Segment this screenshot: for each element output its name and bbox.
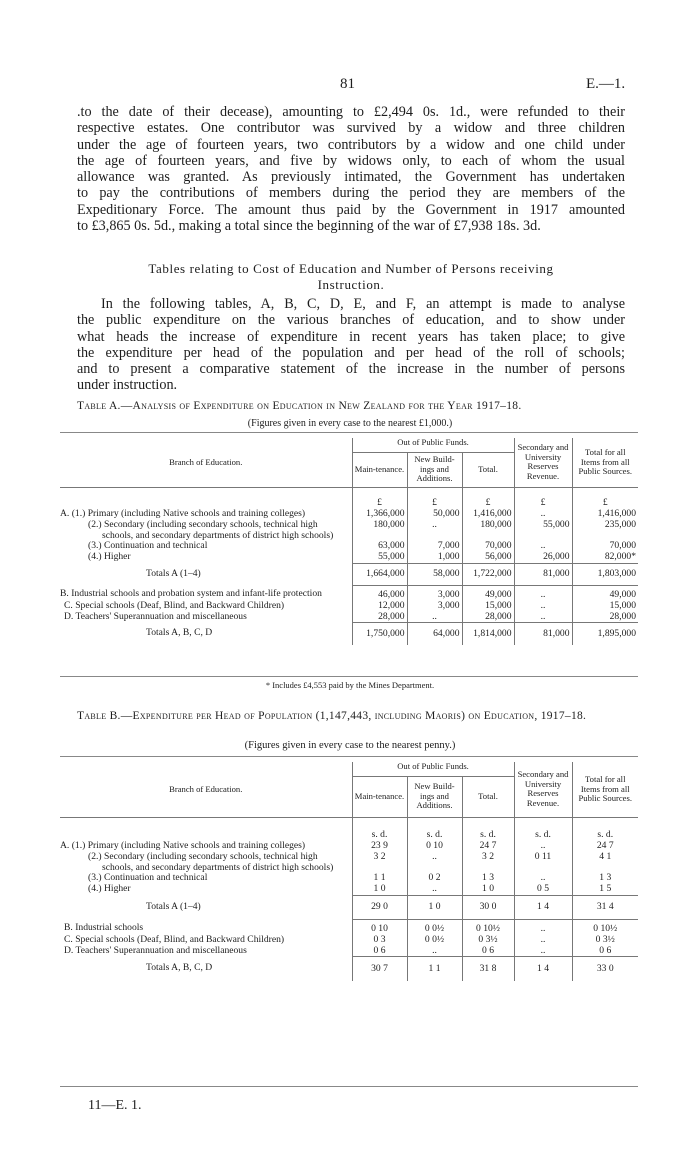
cell-new-buildings: 0 2 [407,873,462,884]
cell-secondary: .. [514,585,572,600]
cell-maintenance: 55,000 [352,552,407,563]
intro-paragraph [77,104,625,234]
unit-spacer [60,817,352,841]
table-b-bottom-rule [60,1086,638,1087]
cell-total: 1,416,000 [462,509,514,520]
cell-new-buildings: .. [407,946,462,957]
col-total-all: Total for all Items from all Public Sources. [572,762,638,817]
unit-label: £ [514,487,572,509]
unit-label: £ [462,487,514,509]
row-label: (3.) Continuation and technical [88,872,208,884]
col-new-buildings: New Build-ings and Additions. [407,776,462,817]
cell-total-all: 1,803,000 [572,563,638,585]
cell-maintenance: 23 9 [352,841,407,852]
totals-row [60,957,638,981]
cell-total-all: 24 7 [572,841,638,852]
table-row [60,552,638,563]
cell-maintenance: 1 0 [352,884,407,895]
row-label: B. Industrial schools and probation system and infant-life protection [60,588,322,600]
cell-total: 31 8 [462,957,514,981]
cell-maintenance: 1,664,000 [352,563,407,585]
cell-maintenance: 12,000 [352,601,407,612]
cell-new-buildings: 1 1 [407,957,462,981]
cell-new-buildings: 0 10 [407,841,462,852]
cell-new-buildings: 7,000 [407,541,462,552]
cell-secondary: 1 4 [514,895,572,919]
tables-intro-paragraph [77,296,625,394]
cell-total-all: 0 10½ [572,919,638,934]
page-footer-signature: 11—E. 1. [88,1098,142,1113]
cell-maintenance: 0 10 [352,919,407,934]
paragraph-line: allowance was granted. As previously intimated, the Government has undertaken [77,169,625,186]
cell-secondary: .. [514,841,572,852]
paragraph-line: what heads the increase of expenditure in recent years has taken place; to give [77,328,625,345]
cell-total-all: 1,895,000 [572,623,638,645]
cell-secondary: .. [514,946,572,957]
table-row [60,884,638,895]
cell-secondary: 81,000 [514,623,572,645]
cell-total: 1 3 [462,873,514,884]
document-reference: E.—1. [586,76,626,92]
cell-total: 1,814,000 [462,623,514,645]
totals-row [60,895,638,919]
cell-total: 0 10½ [462,919,514,934]
cell-total: 49,000 [462,585,514,600]
row-label: (4.) Higher [88,883,131,895]
cell-secondary: .. [514,612,572,623]
row-label: C. Special schools (Deaf, Blind, and Backward Children) [64,599,285,611]
cell-total-all: 1 5 [572,884,638,895]
cell-new-buildings: 50,000 [407,509,462,520]
totals-row [60,623,638,645]
cell-total-all: 33 0 [572,957,638,981]
unit-spacer [60,487,352,509]
cell-maintenance: 1,750,000 [352,623,407,645]
section-heading-line-2: Instruction. [317,277,385,292]
col-total: Total. [462,452,514,487]
col-public-funds: Out of Public Funds. [352,438,514,452]
unit-label: £ [572,487,638,509]
totals-row [60,563,638,585]
cell-new-buildings: 3,000 [407,601,462,612]
paragraph-line: In the following tables, A, B, C, D, E, and F, an attempt is made to analyse [101,296,625,312]
table-b [60,762,638,981]
table-row [60,520,638,542]
table-row [60,919,638,934]
table-row [60,612,638,623]
paragraph-line: the expenditure per head of the population and per head of the roll of schools; [77,344,625,361]
cell-total: 1 0 [462,884,514,895]
cell-total-all: 15,000 [572,601,638,612]
row-label: A. (1.) Primary (including Native schools and training colleges) [60,840,306,851]
page-number: 81 [340,76,355,92]
col-maintenance: Main-tenance. [352,776,407,817]
cell-new-buildings: 0 0½ [407,919,462,934]
table-b-title: Table B.—Expenditure per Head of Population (1,147,443, including Maoris) on Education, 1917–18. [77,710,587,722]
cell-secondary: .. [514,601,572,612]
cell-secondary: 0 5 [514,884,572,895]
cell-total-all: 70,000 [572,541,638,552]
col-secondary: Secondary and University Reserves Revenue. [514,762,572,817]
cell-total-all: 28,000 [572,612,638,623]
cell-new-buildings: .. [407,520,462,542]
cell-total-all: 1,416,000 [572,509,638,520]
cell-new-buildings: 64,000 [407,623,462,645]
paragraph-line: the age of fourteen years, and five by widows only, to each of whom the usual [77,152,625,169]
table-a-top-rule [60,432,638,433]
cell-maintenance: 29 0 [352,895,407,919]
col-total: Total. [462,776,514,817]
row-label: Totals A (1–4) [146,568,201,580]
cell-secondary: .. [514,509,572,520]
table-a-title: Table A.—Analysis of Expenditure on Education in New Zealand for the Year 1917–18. [77,400,522,412]
row-label: (4.) Higher [88,551,131,563]
cell-secondary: 81,000 [514,563,572,585]
table-a-subtitle: (Figures given in every case to the nearest £1,000.) [247,418,453,429]
cell-maintenance: 63,000 [352,541,407,552]
table-row [60,601,638,612]
cell-maintenance: 30 7 [352,957,407,981]
cell-maintenance: 46,000 [352,585,407,600]
cell-maintenance: 3 2 [352,852,407,874]
cell-total: 70,000 [462,541,514,552]
cell-total-all: 235,000 [572,520,638,542]
row-label: (3.) Continuation and technical [88,540,208,552]
table-a-bottom-rule [60,676,638,677]
cell-new-buildings: .. [407,612,462,623]
table-row [60,873,638,884]
cell-secondary: 0 11 [514,852,572,874]
cell-secondary: .. [514,935,572,946]
cell-total-all: 0 3½ [572,935,638,946]
cell-total: 3 2 [462,852,514,874]
cell-new-buildings: 1 0 [407,895,462,919]
unit-label: s. d. [462,817,514,841]
cell-total: 15,000 [462,601,514,612]
col-total-all: Total for all Items from all Public Sources. [572,438,638,487]
table-b-top-rule [60,756,638,757]
cell-secondary: .. [514,873,572,884]
cell-maintenance: 28,000 [352,612,407,623]
cell-secondary: 1 4 [514,957,572,981]
table-row [60,585,638,600]
col-branch: Branch of Education. [60,762,352,817]
cell-total: 24 7 [462,841,514,852]
col-new-buildings: New Build-ings and Additions. [407,452,462,487]
cell-secondary: .. [514,541,572,552]
row-label: D. Teachers' Superannuation and miscellaneous [64,944,247,956]
unit-label: £ [407,487,462,509]
col-branch: Branch of Education. [60,438,352,487]
row-label: (2.) Secondary (including secondary schools, technical high schools, and secondary departments of district high schools) [88,850,334,873]
cell-new-buildings: 1,000 [407,552,462,563]
paragraph-line: under instruction. [77,377,178,394]
cell-new-buildings: .. [407,852,462,874]
cell-total: 1,722,000 [462,563,514,585]
paragraph-line: to £3,865 0s. 5d., making a total since the beginning of the war of £7,938 18s. 3d. [77,218,541,235]
cell-maintenance: 1 1 [352,873,407,884]
table-row [60,946,638,957]
table-a-footnote: * Includes £4,553 paid by the Mines Department. [265,680,435,690]
cell-new-buildings: 0 0½ [407,935,462,946]
cell-maintenance: 1,366,000 [352,509,407,520]
paragraph-line: .to the date of their decease), amounting to £2,494 0s. 1d., were refunded to their [77,104,625,120]
cell-maintenance: 0 6 [352,946,407,957]
cell-total-all: 0 6 [572,946,638,957]
unit-label: s. d. [514,817,572,841]
section-heading-line-1: Tables relating to Cost of Education and Number of Persons receiving [148,261,554,276]
col-maintenance: Main-tenance. [352,452,407,487]
unit-label: s. d. [352,817,407,841]
row-label: (2.) Secondary (including secondary schools, technical high schools, and secondary departments of district high schools) [88,518,334,541]
row-label: Totals A (1–4) [146,901,201,913]
cell-secondary: .. [514,919,572,934]
paragraph-line: and to present a comparative statement of the increase in the number of persons [77,361,625,378]
row-label: B. Industrial schools [64,922,144,934]
col-secondary: Secondary and University Reserves Revenue. [514,438,572,487]
cell-total: 28,000 [462,612,514,623]
section-heading [77,261,625,293]
cell-secondary: 55,000 [514,520,572,542]
paragraph-line: the public expenditure on the various branches of education, and to show under [77,312,625,329]
cell-new-buildings: 58,000 [407,563,462,585]
unit-label: £ [352,487,407,509]
cell-total: 56,000 [462,552,514,563]
cell-secondary: 26,000 [514,552,572,563]
table-a [60,438,638,645]
row-label: C. Special schools (Deaf, Blind, and Backward Children) [64,933,285,945]
cell-new-buildings: .. [407,884,462,895]
cell-total-all: 49,000 [572,585,638,600]
unit-label: s. d. [572,817,638,841]
row-label: A. (1.) Primary (including Native schools and training colleges) [60,508,306,519]
table-row [60,852,638,874]
paragraph-line: under the age of fourteen years, two contributors by a widow and one child under [77,136,625,153]
paragraph-line: Expeditionary Force. The amount thus paid by the Government in 1917 amounted [77,201,625,218]
cell-maintenance: 180,000 [352,520,407,542]
row-label: Totals A, B, C, D [146,627,213,639]
col-public-funds: Out of Public Funds. [352,762,514,776]
cell-total-all: 1 3 [572,873,638,884]
cell-total-all: 31 4 [572,895,638,919]
cell-total: 30 0 [462,895,514,919]
paragraph-line: respective estates. One contributor was survived by a widow and three children [77,120,625,137]
table-b-subtitle: (Figures given in every case to the nearest penny.) [244,740,456,751]
paragraph-line: to pay the contributions of members during the period they are members of the [77,185,625,202]
unit-label: s. d. [407,817,462,841]
cell-maintenance: 0 3 [352,935,407,946]
row-label: Totals A, B, C, D [146,962,213,974]
row-label: D. Teachers' Superannuation and miscellaneous [64,610,247,622]
cell-total: 0 3½ [462,935,514,946]
table-row [60,935,638,946]
cell-total-all: 82,000* [572,552,638,563]
cell-total: 180,000 [462,520,514,542]
cell-total: 0 6 [462,946,514,957]
cell-new-buildings: 3,000 [407,585,462,600]
cell-total-all: 4 1 [572,852,638,874]
